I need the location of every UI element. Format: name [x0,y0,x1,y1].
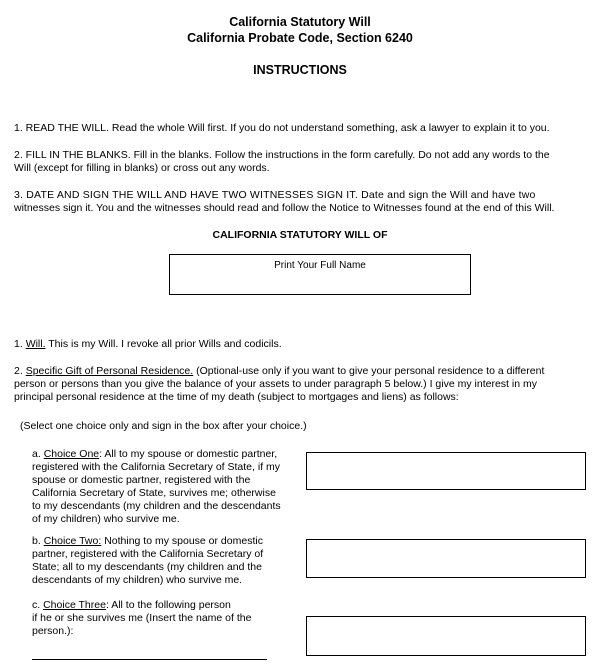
instructions-heading: INSTRUCTIONS [253,63,347,77]
section-2-title: Specific Gift of Personal Residence. [25,365,194,377]
select-one-note: (Select one choice only and sign in the box after your choice.) [20,420,307,432]
choice-two-prefix: b. [32,535,44,547]
choice-one-prefix: a. [32,448,44,460]
choice-two-line: descendants of my children) who survive me. [32,574,243,586]
choice-one-line: : All to my spouse or domestic partner, [99,448,278,460]
instruction-item-3-line-1: 3. DATE AND SIGN THE WILL AND HAVE TWO WITNESSES SIGN IT. Date and sign the Will and have two [14,189,536,201]
section-2-line-3: principal personal residence at the time of my death (subject to mortgages and liens) as follows: [14,391,459,403]
full-name-field-label: Print Your Full Name [274,260,366,271]
choice-two-text [32,535,294,587]
choice-two-line: partner, registered with the California Secretary of [32,548,264,560]
choice-three-title: Choice Three [43,599,106,611]
choice-one-line: of my children) who survive me. [32,513,180,525]
section-2-line-1-text: (Optional-use only if you want to give your personal residence to a different [193,365,545,377]
choice-one-line: registered with the California Secretary of State, if my [32,461,281,473]
section-2-line-1 [14,365,586,378]
document-subtitle: California Probate Code, Section 6240 [187,31,413,45]
instruction-item-2-line-2: Will (except for filling in blanks) or cross out any words. [14,162,270,174]
section-1-number: 1. [14,338,26,350]
section-2-number: 2. [14,365,26,377]
choice-two-line: State; all to my descendants (my children and the [32,561,262,573]
instruction-item-3-line-2: witnesses sign it. You and the witnesses should read and follow the Notice to Witnesses found at the end of this Will. [14,202,555,214]
choice-three-signature-box[interactable] [306,616,586,656]
choice-three-line: person.): [32,625,74,637]
will-heading: CALIFORNIA STATUTORY WILL OF [212,229,388,241]
section-2-line-2: person or persons than you give the balance of your assets to under paragraph 5 below.) I give my interest in my [14,378,537,390]
document-title: California Statutory Will [229,15,371,29]
section-1-text: This is my Will. I revoke all prior Wills and codicils. [45,338,282,350]
full-name-field[interactable] [169,254,471,295]
instruction-item-1: 1. READ THE WILL. Read the whole Will first. If you do not understand something, ask a lawyer to explain it to you. [14,122,550,134]
choice-two-title: Choice Two: [43,535,102,547]
choice-one-line: to my descendants (my children and the descendants [32,500,281,512]
instruction-item-2-line-1: 2. FILL IN THE BLANKS. Fill in the blanks. Follow the instructions in the form carefully. Do not add any words to the [14,149,550,161]
choice-three-name-line[interactable] [32,659,267,660]
choice-two-line: Nothing to my spouse or domestic [101,535,263,547]
choice-one-line: California Secretary of State, survives me; otherwise [32,487,276,499]
section-1 [14,338,586,351]
choice-one-title: Choice One [43,448,100,460]
choice-three-text [32,599,294,638]
choice-one-text [32,448,294,526]
choice-two-signature-box[interactable] [306,539,586,578]
choice-three-prefix: c. [32,599,44,611]
choice-one-line: spouse or domestic partner, registered with the [32,474,251,486]
choice-three-line: : All to the following person [105,599,231,611]
choice-one-signature-box[interactable] [306,452,586,490]
choice-three-line: if he or she survives me (Insert the name of the [32,612,252,624]
section-1-title: Will. [25,338,46,350]
